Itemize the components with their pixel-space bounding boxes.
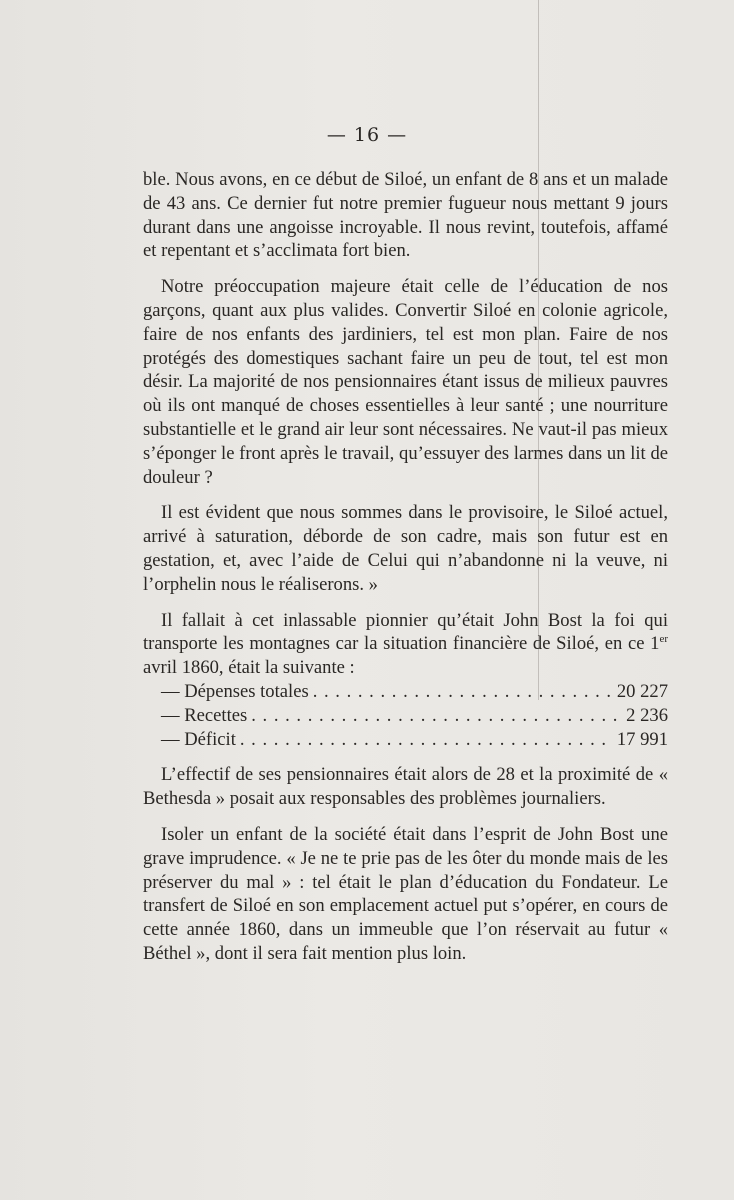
leader-dots — [313, 680, 613, 704]
ledger-value: 17 991 — [616, 728, 668, 750]
leader-dots — [251, 704, 622, 728]
finance-intro-tail: avril 1860, était la suivante : — [143, 657, 355, 679]
ledger-label: — Déficit — [161, 728, 236, 750]
ledger-row-expenses — [143, 680, 668, 704]
paragraph-3: Il est évident que nous sommes dans le provisoire, le Siloé actuel, arrivé à saturation, déborde de son cadre, mais son futur est en gestation, et, avec l’aide de Celui qui n’abandonne ni la veuve, ni l’orphelin nous le réaliserons. » — [143, 502, 668, 595]
paragraph-5: L’effectif de ses pensionnaires était alors de 28 et la proximité de « Bethesda » posait aux responsables des problèmes journaliers. — [143, 764, 668, 810]
paragraph-2: Notre préoccupation majeure était celle de l’éducation de nos garçons, quant aux plus valides. Convertir Siloé en colonie agricole, faire de nos enfants des jardiniers, tel est mon plan. Faire de nos protégés des domestiques sachant faire un peu de tout, tel est mon désir. La majorité de nos pensionnaires étant issus de milieux pauvres où ils ont manqué de choses essentielles à leur santé ; une nourriture substantielle et le grand air leur sont nécessaires. Ne vaut-il pas mieux s’éponger le front après le travail, qu’essuyer des larmes dans un lit de douleur ? — [143, 276, 668, 488]
page-number: — 16 — — [326, 124, 408, 146]
ledger-label: — Dépenses totales — [161, 680, 309, 702]
ledger-value: 2 236 — [626, 704, 668, 726]
ledger-value: 20 227 — [616, 680, 668, 702]
paragraph-finance-intro — [143, 609, 668, 680]
leader-dots — [240, 728, 613, 752]
finance-intro-text: Il fallait à cet inlassable pionnier qu’était John Bost la foi qui transporte les montagnes car la situation financière de Siloé, en ce 1 — [143, 609, 668, 655]
paragraph-1: ble. Nous avons, en ce début de Siloé, un enfant de 8 ans et un malade de 43 ans. Ce dernier fut notre premier fugueur nous mettant 9 jours durant dans une angoisse incroyable. Il nous revint, toutefois, affamé et repentant et s’acclimata fort bien. — [143, 169, 668, 262]
ordinal-superscript: er — [659, 633, 668, 646]
finance-ledger — [143, 680, 668, 751]
ledger-row-deficit — [143, 728, 668, 752]
paragraph-6: Isoler un enfant de la société était dans l’esprit de John Bost une grave imprudence. « Je ne te prie pas de les ôter du monde mais de les préserver du mal » : tel était le plan d’éducation du Fondateur. Le transfert de Siloé en son emplacement actuel put s’opérer, en cours de cette année 1860, dans un immeuble que l’on réservait au futur « Béthel », dont il sera fait mention plus loin. — [143, 823, 668, 964]
ledger-label: — Recettes — [161, 704, 248, 726]
ledger-row-receipts — [143, 704, 668, 728]
body-text — [143, 168, 668, 978]
